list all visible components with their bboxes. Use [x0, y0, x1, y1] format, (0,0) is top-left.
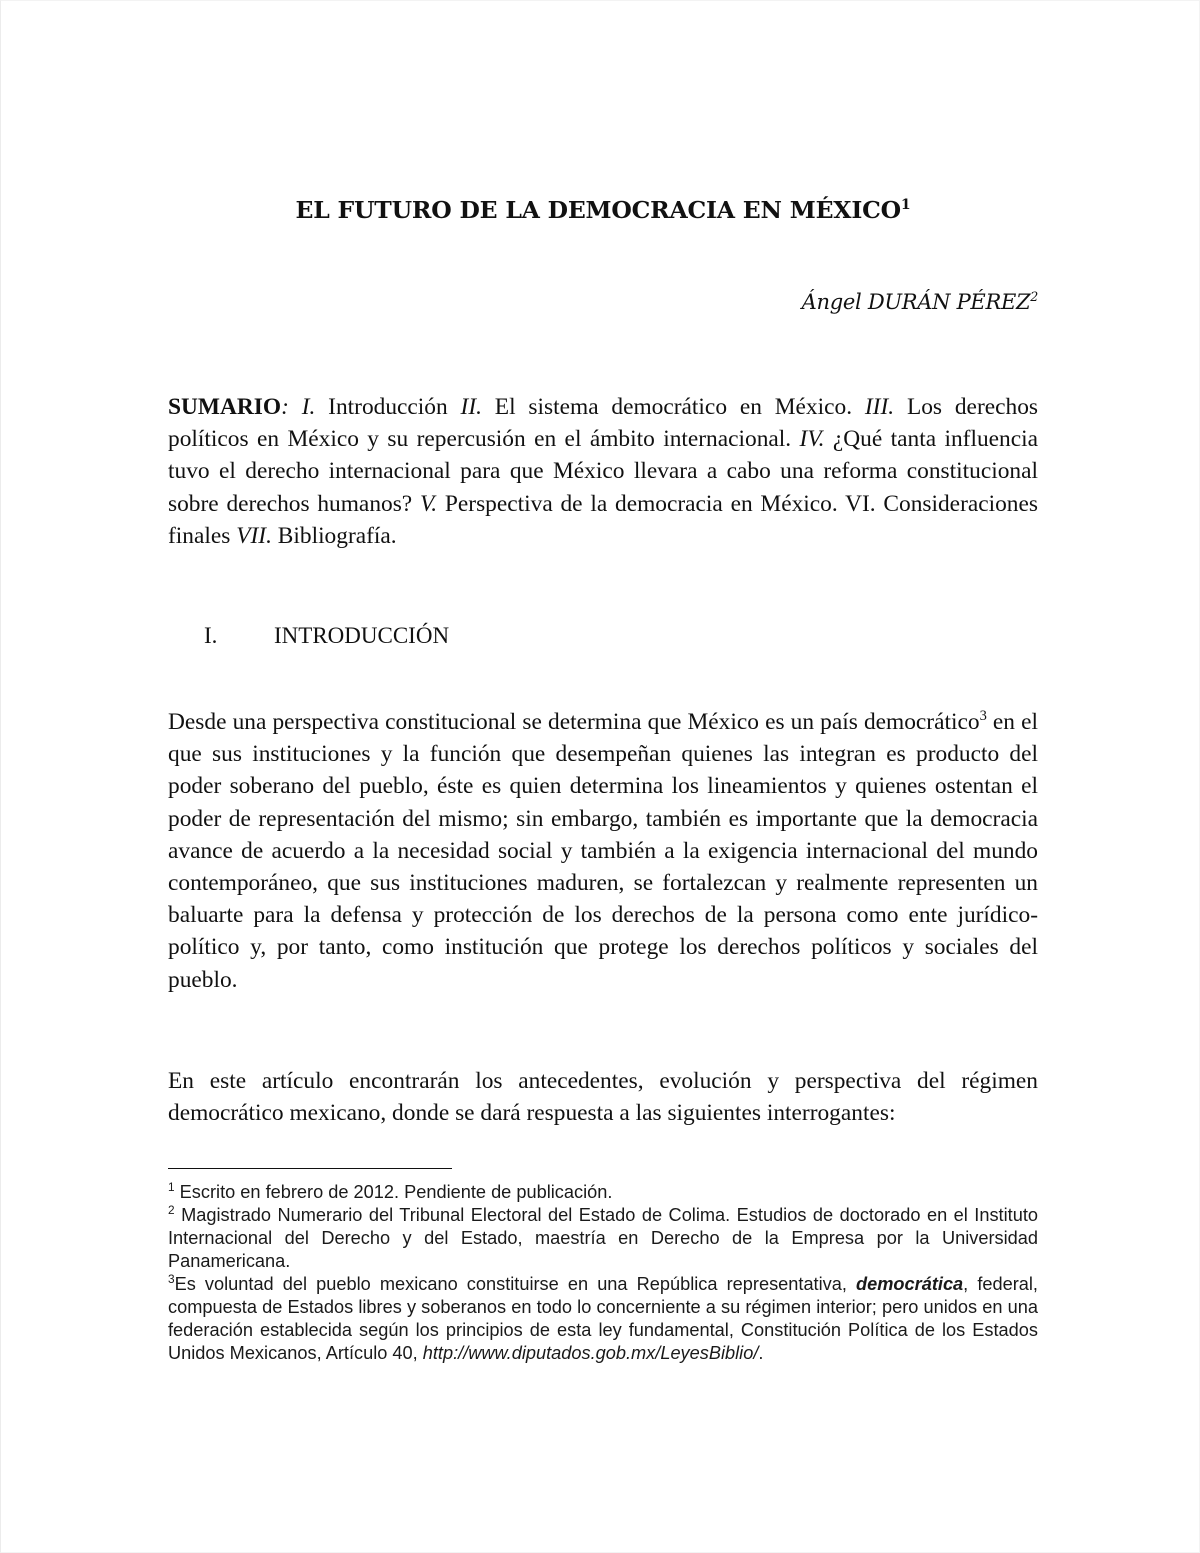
summary-colon: :	[281, 394, 289, 420]
title-text: EL FUTURO DE LA DEMOCRACIA EN MÉXICO	[295, 196, 901, 224]
footnote-separator	[168, 1168, 452, 1169]
footnote-text: .	[758, 1343, 764, 1363]
footnote-url-link[interactable]: http://www.diputados.gob.mx/LeyesBiblio/	[422, 1343, 759, 1363]
footnote-text: Es voluntad del pueblo mexicano constituirse en una República representativa,	[174, 1274, 857, 1294]
summary-paragraph	[168, 391, 1038, 552]
section-number: I.	[204, 623, 218, 648]
footnote-number: 1	[168, 1179, 175, 1194]
paragraph-rest: en el que sus instituciones y la función que desempeñan quienes las integran es producto del poder soberano del pueblo, éste es quien determina los lineamientos y quienes ostentan el poder de representación del mismo; sin embargo, también es importante que la democracia avance de acuerdo a la necesidad social y también a la exigencia internacional del mundo contemporáneo, que sus instituciones maduren, se fortalezcan y realmente representen un baluarte para la defensa y protección de los derechos de la persona como ente jurídico-político y, por tanto, como institución que protege los derechos políticos y sociales del pueblo.	[168, 709, 1038, 993]
summary-item-text: Los derechos políticos en México y su repercusión en el ámbito internacional.	[168, 394, 1038, 453]
footnote-number: 2	[168, 1202, 175, 1217]
paragraph-lead: Desde una perspectiva constitucional se determina que México es un país democrático	[168, 709, 980, 735]
summary-item-text: Bibliografía.	[271, 522, 397, 549]
footnote-2	[168, 1204, 1038, 1273]
footnote-ref-2[interactable]: 2	[1030, 289, 1038, 304]
intro-paragraph-1	[168, 706, 1038, 996]
footnote-text: , federal, compuesta de Estados libres y soberanos en todo lo concerniente a su régimen interior; pero unidos en una federación establecida según los principios de esta ley fundamental, Constitución Política de los Estados Unidos Mexicanos, Artículo 40,	[168, 1274, 1038, 1363]
summary-item-number: I.	[301, 394, 316, 420]
author-text: Ángel DURÁN PÉREZ	[801, 290, 1031, 314]
summary-item-number: IV.	[799, 426, 825, 453]
author-name	[802, 290, 1038, 314]
footnote-ref-1[interactable]: 1	[900, 197, 911, 214]
footnote-3	[168, 1273, 1038, 1365]
summary-item-text: Perspectiva de la democracia en México. VI. Consideraciones finales	[168, 490, 1038, 549]
summary-item-text: El sistema democrático en México.	[481, 394, 865, 420]
summary-item-number: II.	[460, 394, 482, 420]
summary-item-number: III.	[864, 394, 895, 420]
footnotes	[168, 1181, 1038, 1365]
document-title	[168, 196, 1038, 224]
summary-label: SUMARIO	[168, 394, 282, 420]
section-heading	[204, 623, 449, 649]
footnote-1	[168, 1181, 1038, 1204]
summary-item-text: Introducción	[315, 394, 461, 420]
footnote-text: Escrito en febrero de 2012. Pendiente de publicación.	[174, 1182, 613, 1202]
summary-item-number: VII.	[236, 522, 272, 549]
footnote-emphasis: democrática	[856, 1274, 964, 1294]
summary-item-number: V.	[419, 490, 438, 517]
intro-paragraph-2: En este artículo encontrarán los antecedentes, evolución y perspectiva del régimen democrático mexicano, donde se dará respuesta a las siguientes interrogantes:	[168, 1068, 1038, 1127]
section-title: INTRODUCCIÓN	[274, 623, 450, 648]
footnote-number: 3	[168, 1271, 175, 1286]
footnote-ref-3[interactable]: 3	[979, 708, 987, 725]
footnote-text: Magistrado Numerario del Tribunal Electoral del Estado de Colima. Estudios de doctorado en el Instituto Internacional del Derecho y del Estado, maestría en Derecho de la Empresa por la Universidad Panamericana.	[168, 1205, 1038, 1271]
summary-item-text: ¿Qué tanta influencia tuvo el derecho internacional para que México llevara a cabo una reforma constitucional sobre derechos humanos?	[168, 426, 1038, 517]
